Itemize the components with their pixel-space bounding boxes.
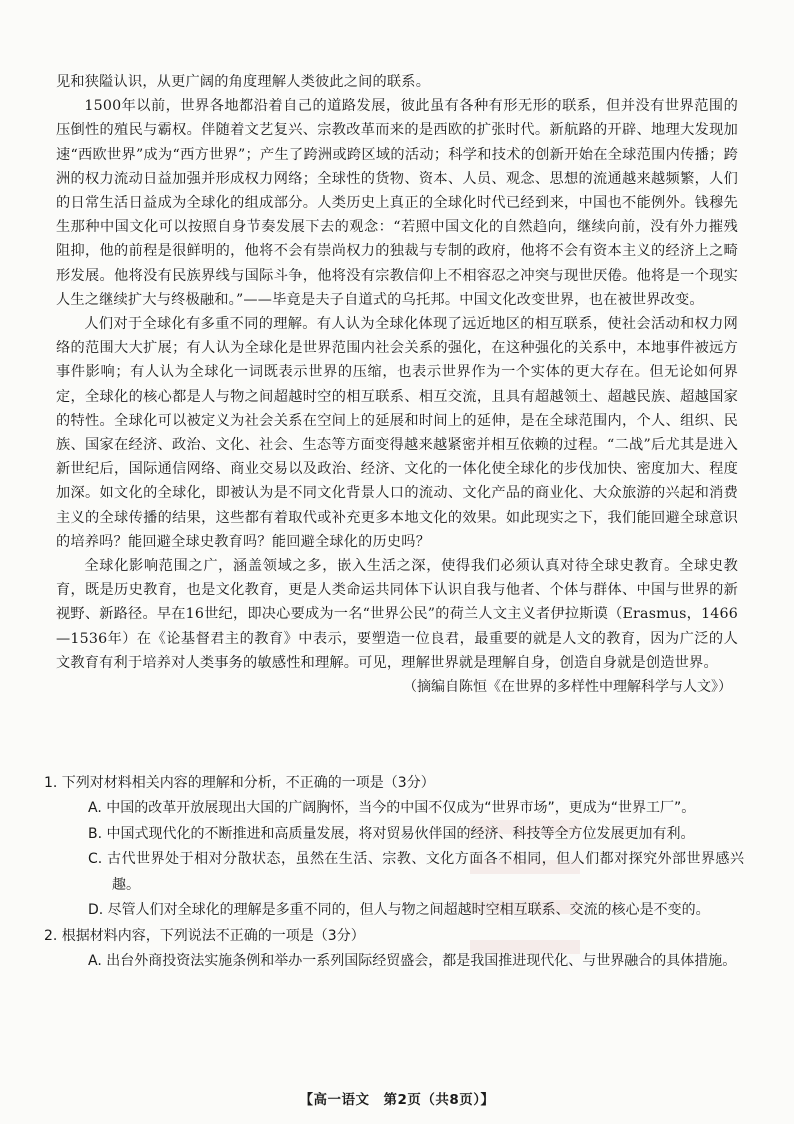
option-a: A. 中国的改革开放展现出大国的广阔胸怀，当今的中国不仅成为“世界市场”，更成为“世界工厂”。 xyxy=(88,800,696,816)
question-stem: 1. 下列对材料相关内容的理解和分析，不正确的一项是（3分） xyxy=(44,775,435,791)
passage-paragraph-1: 见和狭隘认识，从更广阔的角度理解人类彼此之间的联系。 xyxy=(56,74,431,90)
passage-source: （摘编自陈恒《在世界的多样性中理解科学与人文》） xyxy=(403,679,732,696)
option-b: B. 中国式现代化的不断推进和高质量发展，将对贸易伙伴国的经济、科技等全方位发展更加有利。 xyxy=(88,825,695,842)
question-2 xyxy=(44,924,744,975)
question-1 xyxy=(44,771,744,924)
option-a: A. 出台外商投资法实施条例和举办一系列国际经贸盛会，都是我国推进现代化、与世界融合的具体措施。 xyxy=(88,952,737,969)
passage-paragraph-4: 全球化影响范围之广，涵盖领域之多，嵌入生活之深，使得我们必须认真对待全球史教育。全球史教育，既是历史教育，也是文化教育，更是人类命运共同体下认识自我与他者、个体与群体、中国与世界的新视野、新路径。早在16世纪，即决心要成为一名“世界公民”的荷兰人文主义者伊拉斯谟（Erasmus，1466—1536年）在《论基督君主的教育》中表示，要塑造一位良君，最重要的就是人文的教育，因为广泛的人文教育有利于培养对人类事务的敏感性和理解。可见，理解世界就是理解自身，创造自身就是创造世界。 xyxy=(56,558,738,671)
question-stem: 2. 根据材料内容，下列说法不正确的一项是（3分） xyxy=(44,927,365,944)
passage-paragraph-3: 人们对于全球化有多重不同的理解。有人认为全球化体现了远近地区的相互联系，使社会活动和权力网络的范围大大扩展；有人认为全球化是世界范围内社会关系的强化，在这种强化的关系中，本地事件被远方事件影响；有人认为全球化一词既表示世界的压缩，也表示世界作为一个实体的更大存在。但无论如何界定，全球化的核心都是人与物之间超越时空的相互联系、相互交流，且具有超越领土、超越民族、超越国家的特性。全球化可以被定义为社会关系在空间上的延展和时间上的延伸，是在全球范围内，个人、组织、民族、国家在经济、政治、文化、社会、生态等方面变得越来越紧密并相互依赖的过程。“二战”后尤其是进入新世纪后，国际通信网络、商业交易以及政治、经济、文化的一体化使全球化的步伐加快、密度加大、程度加深。如文化的全球化，即被认为是不同文化背景人口的流动、文化产品的商业化、大众旅游的兴起和消费主义的全球传播的结果，这些都有着取代或补充更多本地文化的效果。如此现实之下，我们能回避全球意识的培养吗？能回避全球史教育吗？能回避全球化的历史吗？ xyxy=(56,316,738,550)
passage-paragraph-2: 1500年以前，世界各地都沿着自己的道路发展，彼此虽有各种有形无形的联系，但并没有世界范围的压倒性的殖民与霸权。伴随着文艺复兴、宗教改革而来的是西欧的扩张时代。新航路的开辟、地理大发现加速“西欧世界”成为“西方世界”；产生了跨洲或跨区域的活动；科学和技术的创新开始在全球范围内传播；跨洲的权力流动日益加强并形成权力网络；全球性的货物、资本、人员、观念、思想的流通越来越频繁，人们的日常生活日益成为全球化的组成部分。人类历史上真正的全球化时代已经到来，中国也不能例外。钱穆先生那种中国文化可以按照自身节奏发展下去的观念：“若照中国文化的自然趋向，继续向前，没有外力摧残阻抑，他的前程是很鲜明的，他将不会有崇尚权力的独裁与专制的政府，他将不会有资本主义的经济上之畸形发展。他将没有民族界线与国际斗争，他将没有宗教信仰上不相容忍之冲突与现世厌倦。他将是一个现实人生之继续扩大与终极融和。”——毕竟是夫子自道式的乌托邦。中国文化改变世界，也在被世界改变。 xyxy=(56,98,738,308)
question-section xyxy=(44,771,744,974)
reading-passage xyxy=(56,70,738,699)
page-footer: 【高一语文 第2页（共8页）】 xyxy=(299,1092,495,1108)
option-d: D. 尽管人们对全球化的理解是多重不同的，但人与物之间超越时空相互联系、交流的核心是不变的。 xyxy=(88,902,710,918)
option-c: C. 古代世界处于相对分散状态，虽然在生活、宗教、文化方面各不相同，但人们都对探究外部世界感兴趣。 xyxy=(88,851,744,893)
